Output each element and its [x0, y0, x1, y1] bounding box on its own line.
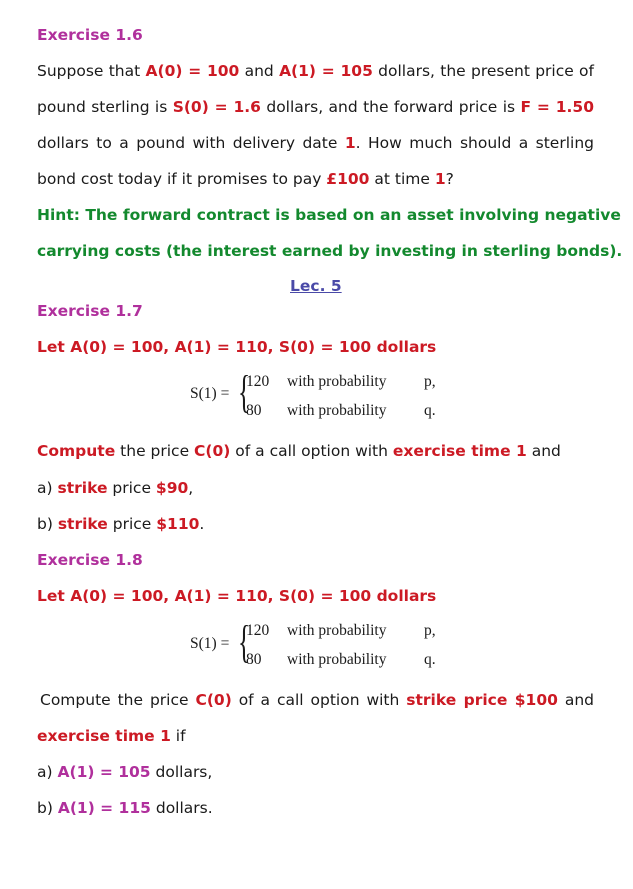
text: dollars,: [150, 763, 213, 781]
text: a): [37, 479, 58, 497]
math-time: 1: [434, 170, 446, 188]
formula-text-2: with probability: [287, 651, 387, 668]
formula-text-1: with probability: [287, 622, 387, 639]
math-s0: S(0) = 1.6: [172, 98, 261, 116]
text: dollars.: [150, 799, 213, 817]
text: price: [107, 515, 157, 533]
formula-value-2: 80: [246, 402, 262, 419]
math-date: 1: [344, 134, 356, 152]
math-c0: C(0): [195, 691, 232, 709]
ex18-part-b: [37, 799, 213, 817]
ex18-question-line-1: [40, 691, 594, 709]
ex16-line-1: [37, 62, 594, 80]
text: and: [239, 62, 280, 80]
text: bond cost today if it promises to pay: [37, 170, 327, 188]
ex17-question: [37, 442, 561, 460]
ex18-given: Let A(0) = 100, A(1) = 110, S(0) = 100 dollars: [37, 587, 437, 605]
formula-prob-1: p,: [424, 622, 436, 639]
formula-text-1: with probability: [287, 373, 387, 390]
text: strike: [57, 515, 108, 533]
formula-value-2: 80: [246, 651, 262, 668]
text: at time: [369, 170, 435, 188]
text: Compute the price: [40, 691, 196, 709]
text: of a call option with: [230, 442, 393, 460]
exercise-1-7-title: Exercise 1.7: [37, 302, 143, 320]
math-a0: A(0) = 100: [145, 62, 240, 80]
text: dollars to a pound with delivery date: [37, 134, 345, 152]
brace-icon: {: [238, 366, 251, 417]
text: Suppose that: [37, 62, 146, 80]
ex17-part-a: [37, 479, 193, 497]
text: exercise time 1: [37, 727, 171, 745]
text: $110: [156, 515, 200, 533]
ex16-hint-line-1: Hint: The forward contract is based on an asset involving negative: [37, 206, 621, 224]
ex16-line-2: [37, 98, 594, 116]
math-a1: A(1) = 105: [279, 62, 373, 80]
formula-value-1: 120: [246, 373, 270, 390]
ex17-given: Let A(0) = 100, A(1) = 110, S(0) = 100 dollars: [37, 338, 437, 356]
text: exercise time 1: [392, 442, 527, 460]
formula-prob-2: q.: [424, 402, 436, 419]
math-forward: F = 1.50: [520, 98, 594, 116]
text: .: [199, 515, 205, 533]
formula-text-2: with probability: [287, 402, 387, 419]
text: the price: [115, 442, 195, 460]
brace-icon: {: [238, 616, 251, 667]
text: b): [37, 515, 58, 533]
text: a): [37, 763, 58, 781]
text: price: [107, 479, 156, 497]
formula-prob-1: p,: [424, 373, 436, 390]
text: dollars, the present price of: [372, 62, 594, 80]
math-a1: A(1) = 115: [57, 799, 151, 817]
text: dollars, and the forward price is: [260, 98, 521, 116]
formula-lhs: S(1) =: [190, 635, 230, 652]
ex18-question-line-2: [37, 727, 186, 745]
ex18-part-a: [37, 763, 212, 781]
text: . How much should a sterling: [355, 134, 594, 152]
text: $90: [155, 479, 189, 497]
exercise-1-6-title: Exercise 1.6: [37, 26, 143, 44]
exercise-1-8-title: Exercise 1.8: [37, 551, 143, 569]
formula-lhs: S(1) =: [190, 385, 230, 402]
text: Compute: [37, 442, 116, 460]
math-c0: C(0): [194, 442, 231, 460]
text: of a call option with: [231, 691, 407, 709]
text: ?: [445, 170, 454, 188]
text: and: [557, 691, 594, 709]
text: if: [170, 727, 186, 745]
math-pay: £100: [326, 170, 370, 188]
formula-value-1: 120: [246, 622, 270, 639]
lecture-link[interactable]: Lec. 5: [290, 277, 342, 295]
ex16-line-4: [37, 170, 454, 188]
text: b): [37, 799, 58, 817]
ex16-hint-line-2: carrying costs (the interest earned by investing in sterling bonds).: [37, 242, 623, 260]
math-a1: A(1) = 105: [57, 763, 151, 781]
text: pound sterling is: [37, 98, 173, 116]
text: strike: [57, 479, 108, 497]
text: ,: [188, 479, 194, 497]
text: and: [526, 442, 561, 460]
formula-prob-2: q.: [424, 651, 436, 668]
ex16-line-3: [37, 134, 594, 152]
text: strike price $100: [406, 691, 558, 709]
ex17-part-b: [37, 515, 204, 533]
